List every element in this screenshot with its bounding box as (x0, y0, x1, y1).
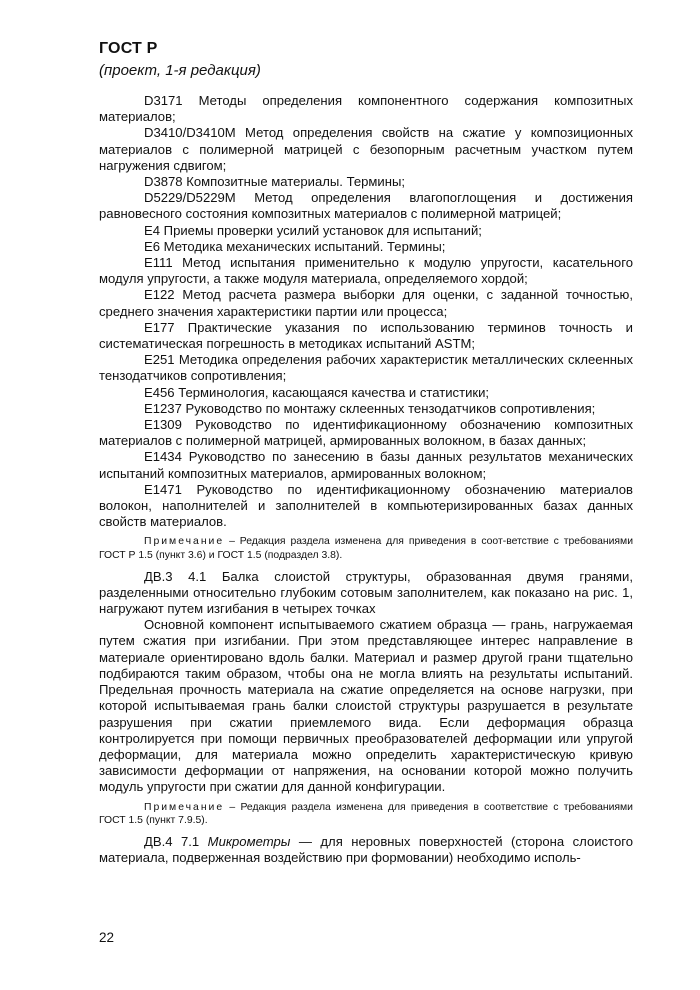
section-dv4-text: — для неровных поверхностей (сторона слоистого материала, подверженная воздействию при формовании) необходимо исполь- (99, 833, 633, 865)
note-text: – Редакция раздела изменена для приведения в соответствие с требованиями ГОСТ 1.5 (пункт 7.9.5). (99, 801, 633, 827)
reference-item: E122 Метод расчета размера выборки для оценки, с заданной точностью, среднего значения характеристики партии или процесса; (99, 287, 633, 319)
reference-item: E251 Методика определения рабочих характеристик металлических склеенных тензодатчиков сопротивления; (99, 352, 633, 384)
reference-item: E6 Методика механических испытаний. Термины; (144, 238, 446, 254)
note-text: – Редакция раздела изменена для приведения в соот-ветствие с требованиями ГОСТ Р 1.5 (пункт 3.6) и ГОСТ 1.5 (подраздел 3.8). (99, 536, 633, 562)
page-number: 22 (99, 930, 115, 945)
section-dv3-body-paragraph: Основной компонент испытываемого сжатием образца — грань, нагружаемая путем сжатия при изгибании. При этом представляющее интерес направление в материале ориентировано вдоль балки. Материал и размер другой грани тщательно подбираются таким образом, чтобы она не могла влиять на результаты испытаний. Предельная прочность материала на сжатие определяется на основе нагрузки, при которой испытываемая грань балки слоистой структуры разрушается в результате разрушения при сжатии приемлемого вида. Если деформация образца контролируется при помощи первичных преобразователей деформации или упругой деформации, для материала можно определить характеристическую кривую зависимости деформации от напряжения, на основании которой можно получить модуль упругости при сжатии для данной конфигурации. (99, 617, 633, 795)
section-dv4-paragraph (99, 834, 633, 866)
reference-item: D5229/D5229M Метод определения влагопоглощения и достижения равновесного состояния композитных материалов с полимерной матрицей; (99, 190, 633, 222)
note-paragraph (99, 801, 633, 828)
note-label: Примечание (144, 536, 225, 548)
note-paragraph (99, 535, 633, 562)
reference-item: E4 Приемы проверки усилий установок для испытаний; (144, 222, 482, 238)
reference-item: E456 Терминология, касающаяся качества и статистики; (144, 384, 490, 400)
note-label: Примечание (144, 801, 225, 813)
document-body (99, 93, 633, 866)
reference-item: E1309 Руководство по идентификационному обозначению композитных материалов с полимерной матрицей, армированных волокном, в базах данных; (99, 417, 633, 449)
reference-item: D3171 Методы определения компонентного содержания композитных материалов; (99, 93, 633, 125)
reference-item: E111 Метод испытания применительно к модулю упругости, касательного модуля упругости, а также модуля материала, определяемого хордой; (99, 255, 633, 287)
reference-item: E177 Практические указания по использованию терминов точность и систематическая погрешность в методиках испытаний ASTM; (99, 319, 633, 352)
term-micrometers: Микрометры (207, 833, 291, 849)
section-dv4-prefix: ДВ.4 7.1 (144, 833, 208, 849)
reference-item: E1471 Руководство по идентификационному обозначению материалов волокон, наполнителей и заполнителей в компьютеризированных базах данных свойств материалов. (99, 481, 633, 530)
draft-edition-subtitle: (проект, 1-я редакция) (99, 62, 261, 79)
standard-title: ГОСТ Р (99, 40, 158, 57)
reference-item: E1434 Руководство по занесению в базы данных результатов механических испытаний композитных материалов, армированных волокном; (99, 449, 633, 481)
reference-item: E1237 Руководство по монтажу склеенных тензодатчиков сопротивления; (144, 400, 596, 416)
reference-item: D3878 Композитные материалы. Термины; (144, 174, 405, 190)
section-dv3-paragraph: ДВ.3 4.1 Балка слоистой структуры, образованная двумя гранями, разделенными относительно глубоким сотовым заполнителем, как показано на рис. 1, нагружают путем изгибания в четырех точках (99, 568, 633, 617)
reference-item: D3410/D3410M Метод определения свойств на сжатие у композиционных материалов с полимерной матрицей с безопорным расчетным участком путем нагружения сдвигом; (99, 125, 633, 173)
